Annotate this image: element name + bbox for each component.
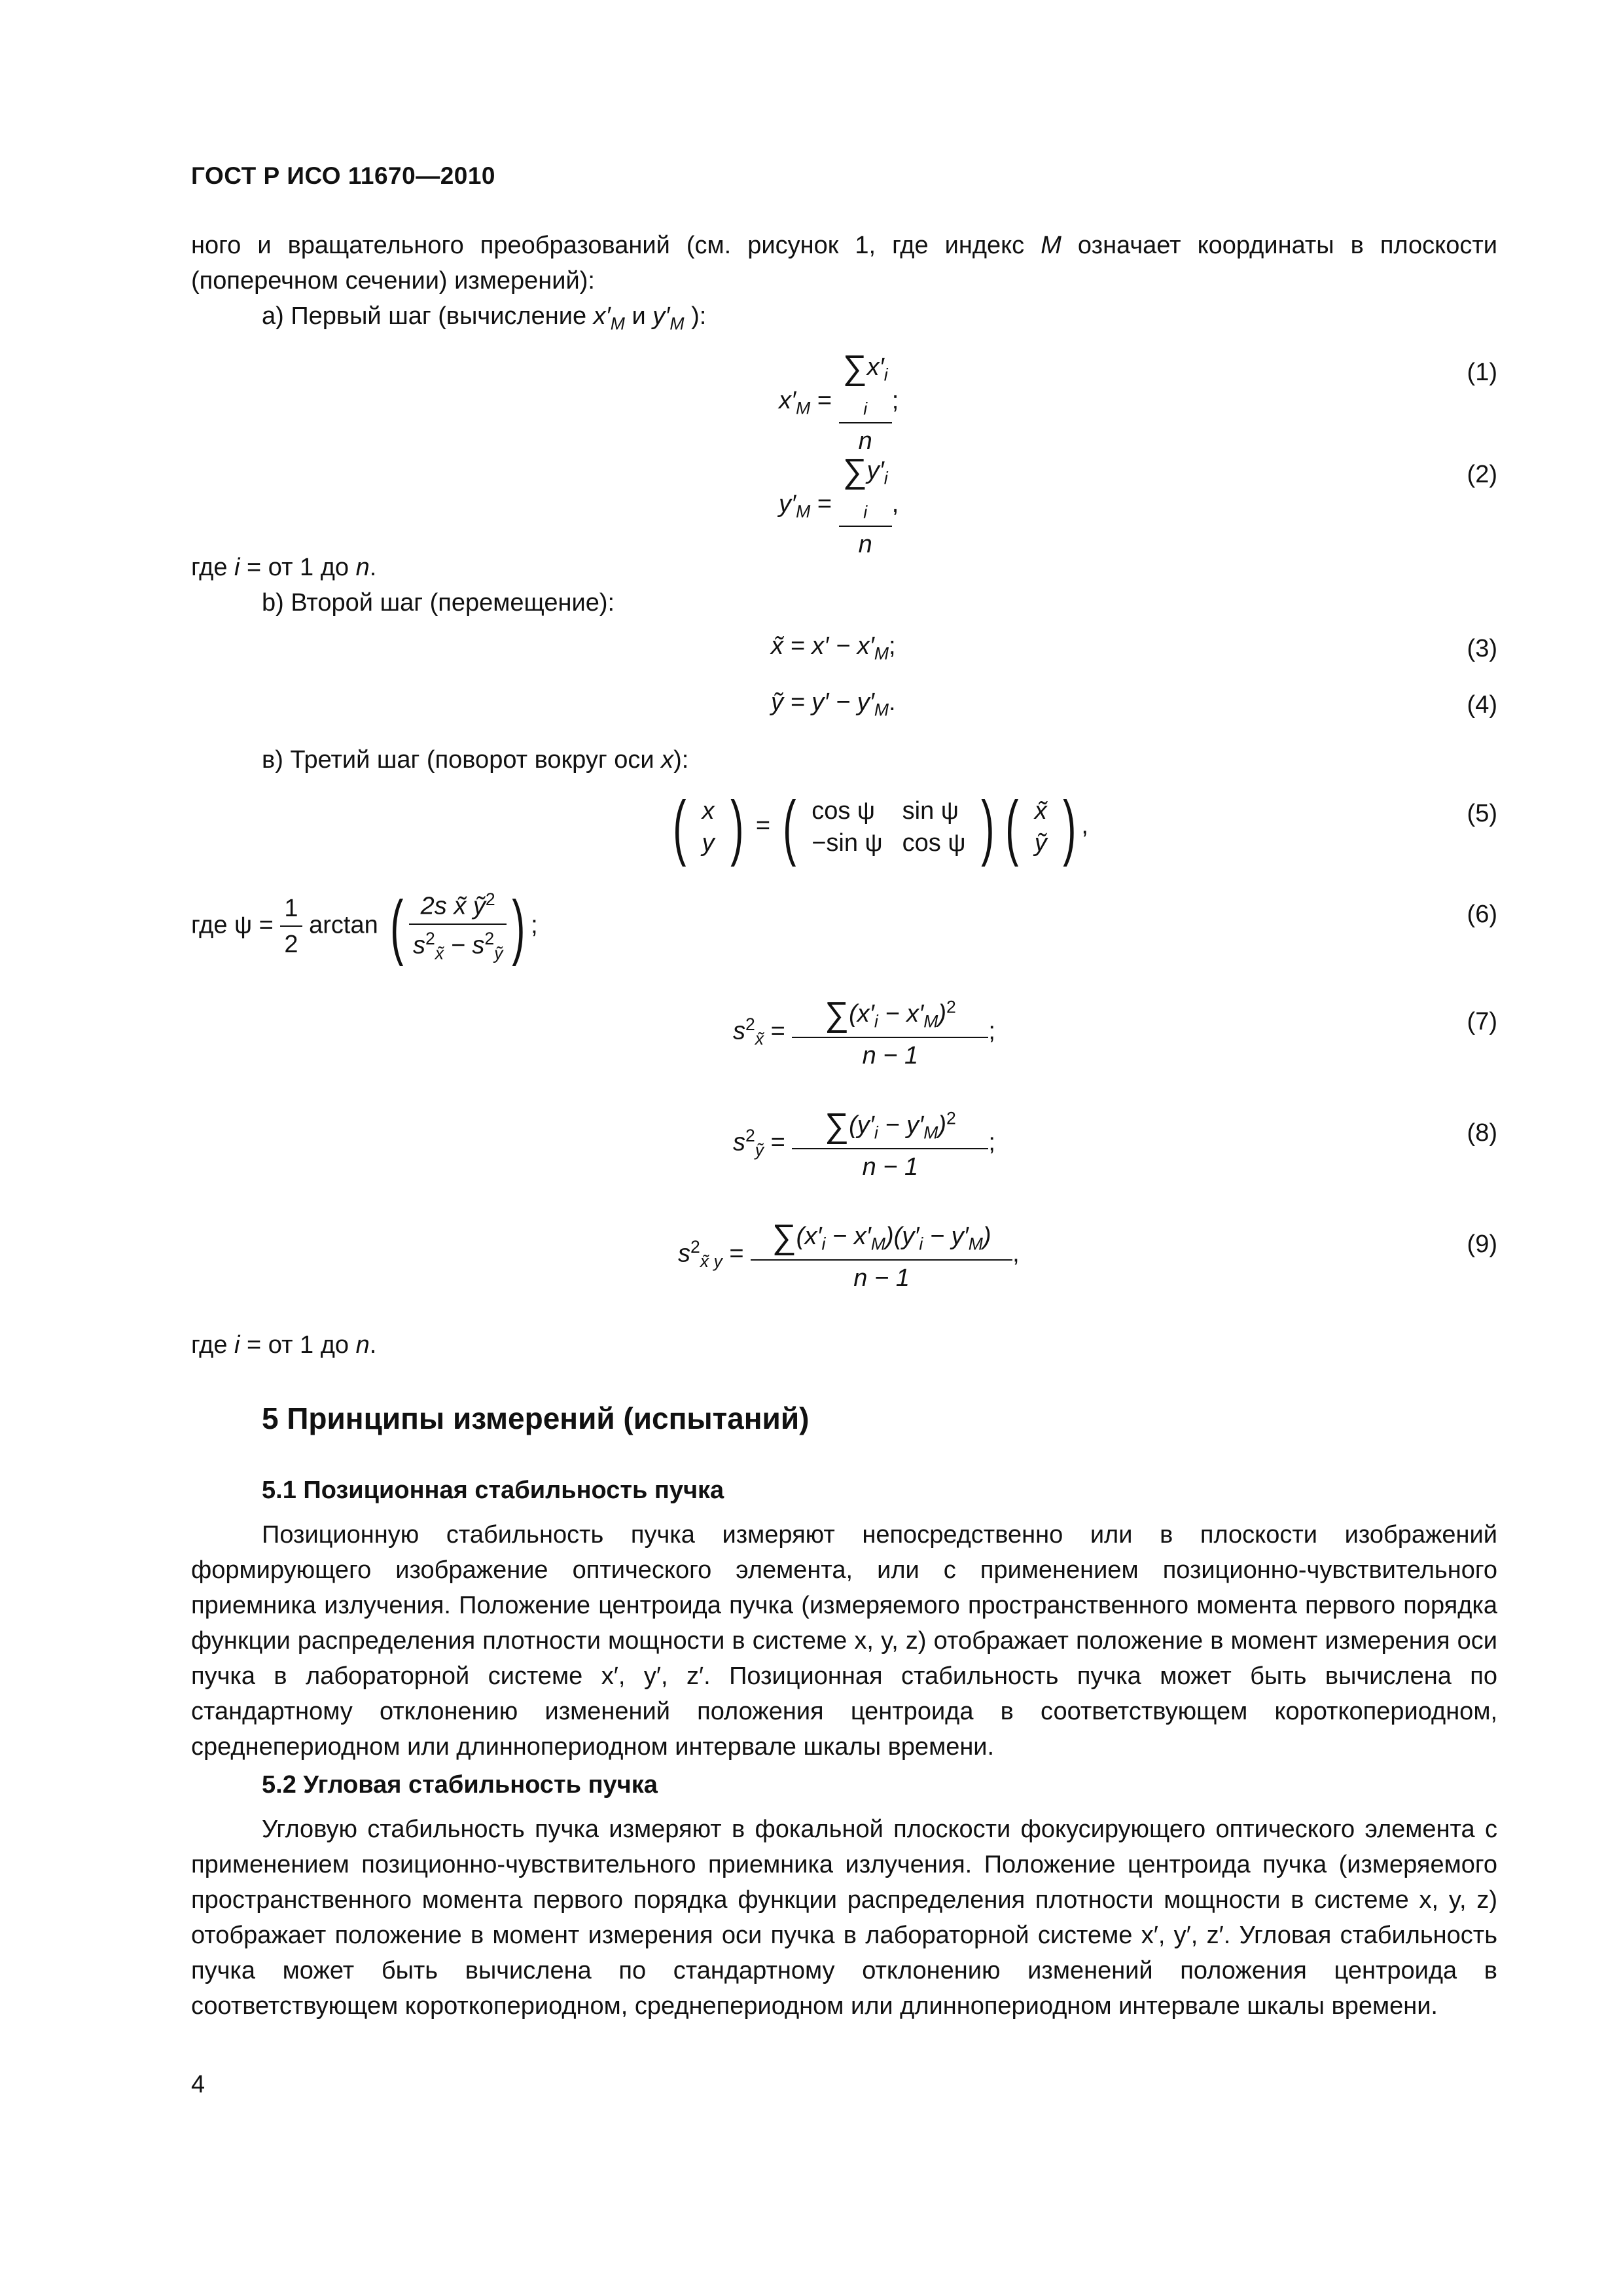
equation-9-number: (9) bbox=[1467, 1230, 1497, 1258]
step-c bbox=[262, 742, 688, 778]
intro-text-b: означает координаты в плоскости (поперечном сечении) измерений): bbox=[191, 232, 1497, 295]
eq7-lhs-sup: 2 bbox=[745, 1014, 755, 1034]
eq2-num-sub: i bbox=[883, 468, 888, 488]
step-a bbox=[262, 298, 706, 342]
eq9-num-mid: − x′ bbox=[825, 1223, 871, 1250]
eq8-lhs: s bbox=[733, 1128, 745, 1157]
eq2-lhs: y′ bbox=[779, 490, 796, 518]
intro-index-m: M bbox=[1041, 232, 1061, 259]
eq8-num-mid: − y′ bbox=[878, 1111, 924, 1139]
step-a-suffix: ): bbox=[684, 302, 707, 330]
step-c-text-b: ): bbox=[673, 746, 689, 774]
eq6-den-b-sup: 2 bbox=[484, 928, 495, 948]
eq6-half-den: 2 bbox=[280, 925, 302, 959]
eq9-num-sub3: i bbox=[919, 1234, 923, 1254]
eq1-lhs-sub: M bbox=[796, 398, 811, 418]
section-5-2-heading: 5.2 Угловая стабильность пучка bbox=[262, 1771, 658, 1799]
step-a-and: и bbox=[624, 302, 653, 330]
eq5-w2: ỹ bbox=[1034, 829, 1047, 857]
eq7-num-mid: − x′ bbox=[878, 1000, 924, 1028]
where2-i: i bbox=[234, 1331, 240, 1359]
eq7-den: n − 1 bbox=[862, 1042, 919, 1069]
eq6-half-num: 1 bbox=[284, 894, 298, 922]
step-a-prefix: a) Первый шаг (вычисление bbox=[262, 302, 594, 330]
eq5-v2: y bbox=[702, 829, 715, 857]
eq9-num: (x′ bbox=[796, 1223, 822, 1250]
eq1-num-sub: i bbox=[883, 365, 888, 385]
step-b: b) Второй шаг (перемещение): bbox=[262, 589, 615, 617]
where1-i: i bbox=[234, 554, 240, 581]
eq8-trail: ; bbox=[988, 1128, 995, 1157]
equation-7: $s^2_{x̃}$ = $\frac{\sum(x'_i - x'_M)^2}{n - 1}$ ; bbox=[733, 996, 995, 1069]
equation-8-number: (8) bbox=[1467, 1119, 1497, 1147]
eq8-num: (y′ bbox=[849, 1111, 874, 1139]
where2-text-c: . bbox=[369, 1331, 377, 1359]
eq6-fn: arctan bbox=[302, 911, 385, 939]
step-a-y: y′ bbox=[652, 302, 670, 330]
where2-n: n bbox=[355, 1331, 370, 1359]
eq6-den-minus: − s bbox=[444, 931, 485, 960]
eq5-trail: , bbox=[1081, 812, 1088, 840]
eq1-lhs: x′ bbox=[779, 386, 796, 414]
equation-3-number: (3) bbox=[1467, 635, 1497, 662]
where1-text-c: . bbox=[369, 554, 377, 581]
eq8-lhs-sub: ỹ bbox=[755, 1140, 764, 1160]
eq3-sub: M bbox=[874, 643, 889, 664]
eq6-den-a: s bbox=[412, 931, 425, 960]
section-5-1-paragraph: Позиционную стабильность пучка измеряют непосредственно или в плоскости изображений формирующего изображение оптического элемента, или с применением позиционно-чувствительного приемника излучения. Положение центроида пучка (измеряемого пространственного момента первого порядка функции распределения плотности мощности в системе x, y, z) отображает положение в момент измерения оси пучка в лабораторной системе x′, y′, z′. Позиционная стабильность пучка может быть вычислена по стандартному отклонению изменений положения центроида в соответствующем короткопериодном, среднепериодном или длиннопериодном интервале шкалы времени. bbox=[191, 1521, 1497, 1761]
equation-1: $x'_M$ = $\sum x'_i$ $_i$ n ; bbox=[779, 349, 899, 455]
step-c-x: x bbox=[661, 746, 674, 774]
eq7-lhs-sub: x̃ bbox=[755, 1029, 764, 1049]
eq3-trail: ; bbox=[889, 632, 896, 660]
eq6-num-sup: 2 bbox=[485, 889, 495, 910]
eq9-trail: , bbox=[1012, 1240, 1020, 1268]
where2-text-a: где bbox=[191, 1331, 235, 1359]
eq7-num-sup: 2 bbox=[946, 997, 956, 1017]
eq9-lhs-sup: 2 bbox=[690, 1236, 700, 1257]
eq8-num-sup: 2 bbox=[946, 1108, 956, 1128]
eq5-w1: x̃ bbox=[1034, 797, 1047, 825]
step-a-x: x′ bbox=[593, 302, 611, 330]
eq7-num-sub2: M bbox=[923, 1011, 938, 1031]
eq2-den: n bbox=[858, 530, 872, 558]
where1-text-a: где bbox=[191, 554, 235, 581]
section-5-heading: 5 Принципы измерений (испытаний) bbox=[262, 1401, 810, 1435]
where-clause-1 bbox=[191, 550, 376, 585]
eq9-den: n − 1 bbox=[853, 1265, 910, 1292]
eq2-lhs-sub: M bbox=[796, 501, 811, 522]
eq4-sub: M bbox=[874, 700, 889, 720]
equation-3 bbox=[771, 632, 896, 664]
eq5-v1: x bbox=[702, 797, 715, 825]
eq6-num: 2s x̃ ỹ bbox=[420, 892, 486, 920]
equation-5-number: (5) bbox=[1467, 800, 1497, 827]
eq6-den-a-sup: 2 bbox=[425, 928, 435, 948]
intro-text-a: ного и вращательного преобразований (см. рисунок 1, где индекс bbox=[191, 232, 1041, 259]
where1-text-b: = от 1 до bbox=[240, 554, 356, 581]
eq9-lhs-sub: x̃ y bbox=[700, 1251, 722, 1272]
eq1-sum-index: i bbox=[863, 399, 868, 419]
eq6-den-b-sub: ỹ bbox=[494, 942, 503, 963]
eq5-m22: cos ψ bbox=[902, 829, 966, 857]
eq2-sum-index: i bbox=[863, 502, 868, 522]
step-c-text-a: в) Третий шаг (поворот вокруг оси bbox=[262, 746, 662, 774]
eq5-m12: sin ψ bbox=[902, 797, 959, 825]
eq4-trail: . bbox=[889, 689, 896, 716]
where-clause-2 bbox=[191, 1327, 376, 1363]
section-5-1-heading: 5.1 Позиционная стабильность пучка bbox=[262, 1477, 724, 1504]
eq9-num-mid3: − y′ bbox=[923, 1223, 969, 1250]
eq6-prefix: где ψ = bbox=[191, 911, 281, 939]
eq4-text: ỹ = y′ − y′ bbox=[771, 689, 874, 716]
eq9-num-end: ) bbox=[982, 1223, 991, 1250]
eq5-m21: −sin ψ bbox=[812, 829, 883, 857]
eq7-num: (x′ bbox=[849, 1000, 874, 1028]
eq8-lhs-sup: 2 bbox=[745, 1125, 755, 1145]
eq9-num-sub4: M bbox=[968, 1234, 983, 1254]
equation-2: $y'_M$ = $\sum y'_i$ $_i$ n , bbox=[779, 452, 899, 558]
eq5-m11: cos ψ bbox=[812, 797, 876, 825]
equation-9: $s^2_{x̃ y}$ = $\frac{\sum(x'_i - x'_M)(y'_i - y'_M)}{n - 1}$ , bbox=[678, 1218, 1020, 1292]
section-5-2-paragraph: Угловую стабильность пучка измеряют в фокальной плоскости фокусирующего оптического элемента с применением позиционно-чувствительного приемника излучения. Положение центроида пучка (измеряемого пространственного момента первого порядка функции распределения плотности мощности в системе x, y, z) отображает положение в момент измерения оси пучка в лабораторной системе x′, y′, z′. Угловая стабильность пучка может быть вычислена по стандартному отклонению изменений положения центроида в соответствующем короткопериодном, среднепериодном или длиннопериодном интервале шкалы времени. bbox=[191, 1816, 1497, 2020]
page-number: 4 bbox=[191, 2071, 205, 2098]
eq9-num-sub2: M bbox=[870, 1234, 885, 1254]
eq8-num-end: ) bbox=[938, 1111, 947, 1139]
eq7-lhs: s bbox=[733, 1017, 745, 1045]
equation-6-number: (6) bbox=[1467, 901, 1497, 928]
equation-2-number: (2) bbox=[1467, 461, 1497, 488]
where1-n: n bbox=[355, 554, 370, 581]
equation-1-number: (1) bbox=[1467, 359, 1497, 386]
equation-5: ( x y ) = ( cos ψ sin ψ −sin ψ cos ψ ) ( x̃ ỹ ) , bbox=[673, 787, 1088, 867]
where2-text-b: = от 1 до bbox=[240, 1331, 356, 1359]
eq9-num-mid2: )(y′ bbox=[885, 1223, 919, 1250]
eq1-num-var: x′ bbox=[866, 353, 884, 381]
eq1-den: n bbox=[858, 427, 872, 455]
eq2-num-var: y′ bbox=[866, 457, 884, 484]
step-a-x-sub: M bbox=[610, 314, 625, 334]
equation-6: где ψ = $\frac{1}{2}$ arctan ( $\frac{2s x̃ ỹ^2}{s^2_{x̃} - s^2_ỹ}$ ) ; bbox=[191, 886, 538, 967]
eq7-trail: ; bbox=[988, 1017, 995, 1045]
eq1-trail: ; bbox=[891, 386, 899, 414]
equation-4 bbox=[771, 689, 896, 721]
equation-7-number: (7) bbox=[1467, 1008, 1497, 1035]
eq7-num-end: ) bbox=[938, 1000, 947, 1028]
document-header: ГОСТ Р ИСО 11670—2010 bbox=[191, 162, 496, 189]
eq8-num-sub1: i bbox=[874, 1122, 878, 1143]
step-a-y-sub: M bbox=[669, 314, 685, 334]
eq9-lhs: s bbox=[678, 1240, 690, 1268]
eq3-text: x̃ = x′ − x′ bbox=[771, 632, 874, 660]
intro-paragraph bbox=[191, 228, 1497, 298]
eq9-num-sub1: i bbox=[821, 1234, 826, 1254]
eq7-num-sub1: i bbox=[874, 1011, 878, 1031]
equation-8: $s^2_ỹ$ = $\frac{\sum(y'_i - y'_M)^2}{n - 1}$ ; bbox=[733, 1107, 995, 1181]
equation-4-number: (4) bbox=[1467, 691, 1497, 719]
eq8-num-sub2: M bbox=[923, 1122, 938, 1143]
eq8-den: n − 1 bbox=[862, 1153, 919, 1181]
eq6-trail: ; bbox=[531, 911, 538, 939]
eq2-trail: , bbox=[891, 490, 899, 518]
eq6-den-a-sub: x̃ bbox=[435, 942, 444, 963]
